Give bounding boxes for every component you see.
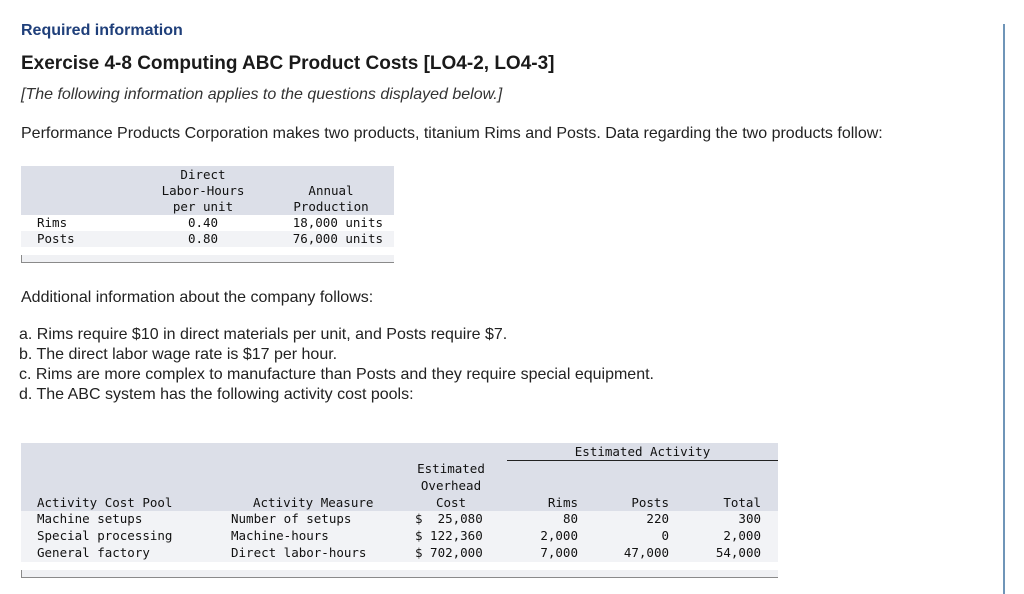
total-header: Total: [723, 495, 761, 510]
product-production: 18,000 units: [292, 215, 383, 230]
product-name: Posts: [37, 231, 75, 246]
product-data-table: [21, 166, 394, 263]
pool-name: Special processing: [37, 528, 173, 543]
table-row: [21, 511, 778, 528]
product-name: Rims: [37, 215, 68, 230]
table-row: [21, 231, 394, 247]
dlh-header-line3: per unit: [172, 199, 234, 214]
product-production: 76,000 units: [292, 231, 383, 246]
cost-header-line3: Cost: [435, 495, 467, 510]
cost-header-line1: Estimated: [417, 461, 485, 476]
overhead-cost: $ 702,000: [415, 545, 483, 560]
posts-header: Posts: [631, 495, 669, 510]
table-footer-bar: [21, 570, 778, 578]
posts-activity: 47,000: [623, 545, 669, 560]
exercise-title: Exercise 4-8 Computing ABC Product Costs [LO4-2, LO4-3]: [21, 53, 555, 74]
rims-header: Rims: [547, 495, 578, 510]
right-divider: [1003, 24, 1005, 594]
rims-activity: 2,000: [540, 528, 578, 543]
posts-activity: 220: [646, 511, 669, 526]
product-dlh: 0.80: [187, 231, 219, 246]
total-activity: 300: [738, 511, 761, 526]
overhead-cost: $ 122,360: [415, 528, 483, 543]
note-text: [The following information applies to the questions displayed below.]: [21, 86, 503, 103]
total-activity: 2,000: [723, 528, 761, 543]
measure-header: Activity Measure: [253, 495, 374, 510]
dlh-header-line2: Labor-Hours: [161, 183, 245, 198]
rims-activity: 7,000: [540, 545, 578, 560]
table-row: [21, 545, 778, 562]
activity-table-header: [21, 443, 778, 511]
intro-text: Performance Products Corporation makes two products, titanium Rims and Posts. Data regarding the two products follow:: [21, 125, 883, 142]
required-information-heading: Required information: [21, 22, 183, 39]
list-item: b. The direct labor wage rate is $17 per hour.: [19, 346, 338, 363]
estimated-activity-header: Estimated Activity: [574, 444, 711, 459]
total-activity: 54,000: [715, 545, 761, 560]
estimated-activity-underline: [507, 460, 778, 461]
activity-measure: Number of setups: [231, 511, 352, 526]
overhead-cost: $ 25,080: [415, 511, 483, 526]
production-header-line1: Annual: [308, 183, 354, 198]
posts-activity: 0: [661, 528, 669, 543]
dlh-header-line1: Direct: [180, 167, 226, 182]
product-table-header: [21, 166, 394, 215]
pool-name: Machine setups: [37, 511, 143, 526]
activity-measure: Machine-hours: [231, 528, 329, 543]
pool-name: General factory: [37, 545, 150, 560]
pool-header: Activity Cost Pool: [37, 495, 173, 510]
activity-measure: Direct labor-hours: [231, 545, 367, 560]
cost-header-line2: Overhead: [420, 478, 482, 493]
list-item: d. The ABC system has the following activity cost pools:: [19, 386, 414, 403]
production-header-line2: Production: [293, 199, 369, 214]
info-list: [19, 325, 654, 405]
list-item: c. Rims are more complex to manufacture than Posts and they require special equipment.: [19, 366, 654, 383]
table-row: [21, 528, 778, 545]
table-footer-bar: [21, 255, 394, 263]
list-item: a. Rims require $10 in direct materials per unit, and Posts require $7.: [19, 326, 508, 343]
product-dlh: 0.40: [187, 215, 219, 230]
table-row: [21, 215, 394, 231]
additional-info-text: Additional information about the company follows:: [21, 289, 374, 306]
activity-cost-pool-table: [21, 443, 778, 578]
rims-activity: 80: [562, 511, 578, 526]
